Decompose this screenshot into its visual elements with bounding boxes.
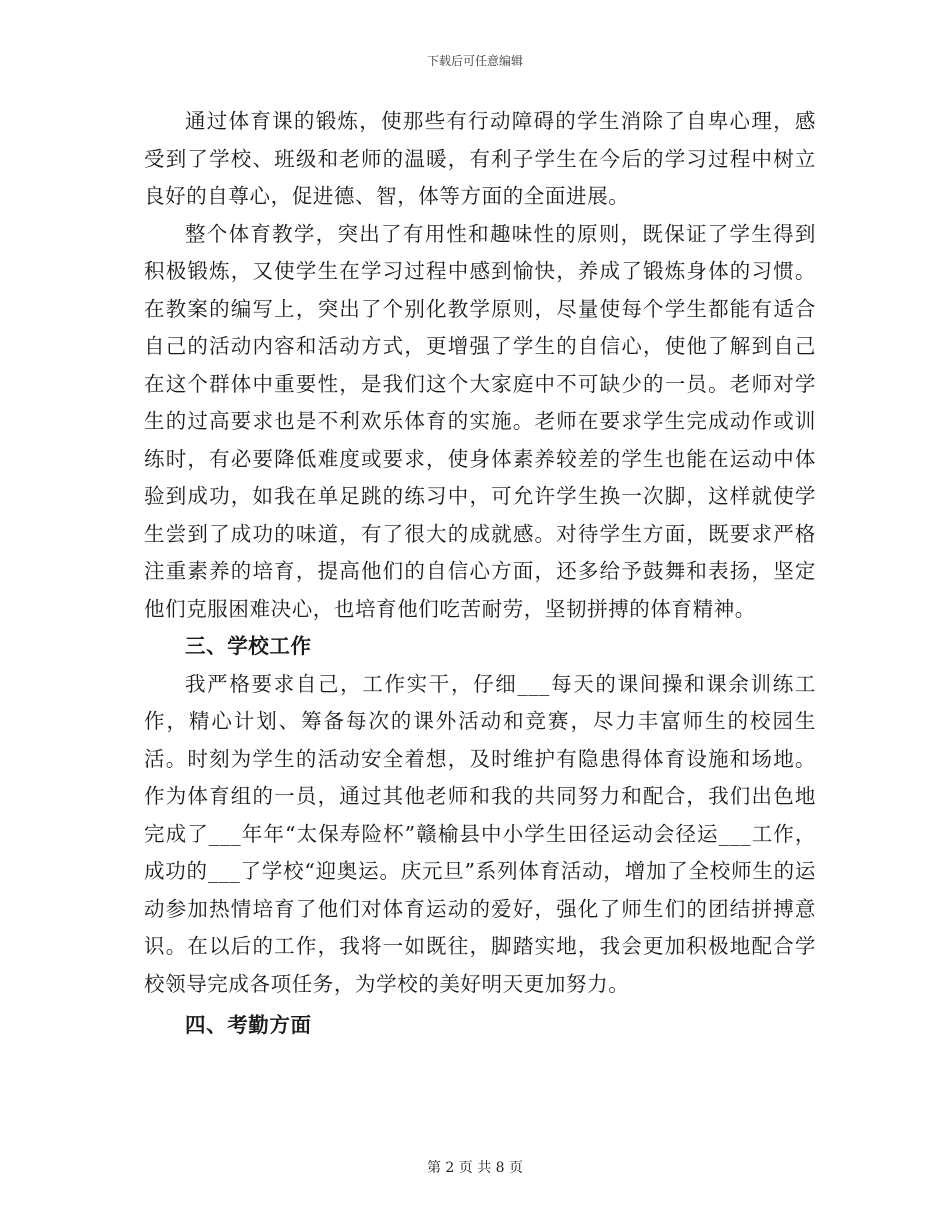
paragraph-school-work: 我严格要求自己，工作实干，仔细___每天的课间操和课余训练工作，精心计划、筹备每次的课外活动和竞赛，尽力丰富师生的校园生活。时刻为学生的活动安全着想，及时维护有隐患得体育设施和场地。作为体育组的一员，通过其他老师和我的共同努力和配合，我们出色地完成了___年年“太保寿险杯”赣榆县中小学生田径运动会径运___工作，成功的___了学校“迎奥运。庆元旦”系列体育活动，增加了全校师生的运动参加热情培育了他们对体育运动的爱好，强化了师生们的团结拼搏意识。在以后的工作，我将一如既往，脚踏实地，我会更加积极地配合学校领导完成各项任务，为学校的美好明天更加努力。	[144, 671, 816, 996]
section-heading-attendance: 四、考勤方面	[185, 1013, 312, 1037]
paragraph-pe-class-benefits: 通过体育课的锻炼，使那些有行动障碍的学生消除了自卑心理，感受到了学校、班级和老师的温暖，有利子学生在今后的学习过程中树立良好的自尊心，促进德、智，体等方面的全面进展。	[144, 109, 816, 208]
section-heading-school-work: 三、学校工作	[185, 634, 312, 658]
page-header: 下载后可任意编辑	[426, 54, 523, 68]
paragraph-teaching-approach: 整个体育教学，突出了有用性和趣味性的原则，既保证了学生得到积极锻炼，又使学生在学习过程中感到愉快，养成了锻炼身体的习惯。在教案的编写上，突出了个别化教学原则，尽量使每个学生都能有适合自己的活动内容和活动方式，更增强了学生的自信心，使他了解到自己在这个群体中重要性，是我们这个大家庭中不可缺少的一员。老师对学生的过高要求也是不利欢乐体育的实施。老师在要求学生完成动作或训练时，有必要降低难度或要求，使身体素养较差的学生也能在运动中体验到成功，如我在单足跳的练习中，可允许学生换一次脚，这样就使学生尝到了成功的味道，有了很大的成就感。对待学生方面，既要求严格注重素养的培育，提高他们的自信心方面，还多给予鼓舞和表扬，坚定他们克服困难决心，也培育他们吃苦耐劳，坚韧拼搏的体育精神。	[144, 221, 816, 621]
document-body	[144, 103, 816, 1045]
page-number-footer: 第 2 页 共 8 页	[426, 1160, 524, 1176]
